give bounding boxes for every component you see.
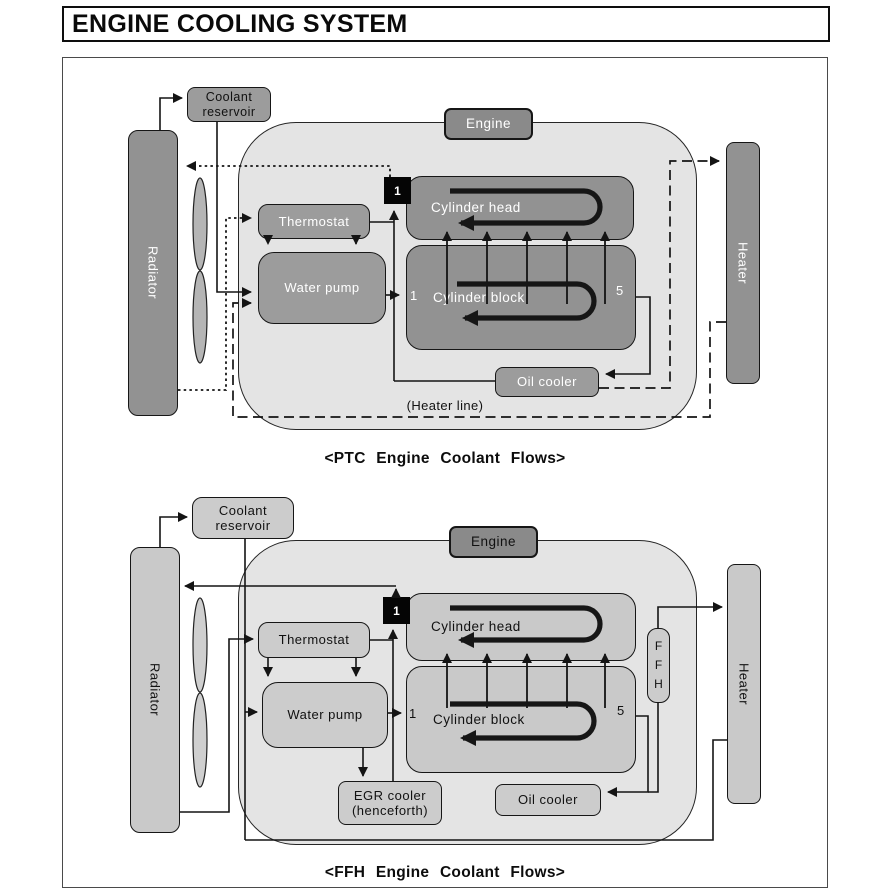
ptc-water-pump: Water pump <box>258 252 386 324</box>
ffh-port-marker: 1 <box>383 597 410 624</box>
ptc-engine-label <box>444 108 533 140</box>
ptc-oil-cooler: Oil cooler <box>495 367 599 397</box>
ptc-thermostat: Thermostat <box>258 204 370 239</box>
ptc-caption: <PTC Engine Coolant Flows> <box>324 450 566 467</box>
ffh-cylinder-head: Cylinder head <box>406 593 636 661</box>
ptc-heater-line-label: (Heater line) <box>406 398 484 413</box>
ptc-radiator: Radiator <box>128 130 178 416</box>
ffh-water-pump: Water pump <box>262 682 388 748</box>
ffh-coolant-reservoir <box>192 497 294 539</box>
ffh-engine-text: Engine <box>470 534 517 550</box>
page-title-text: ENGINE COOLING SYSTEM <box>72 9 408 38</box>
ffh-egr-text: EGR cooler (henceforth) <box>351 787 429 818</box>
ffh-radiator: Radiator <box>130 547 180 833</box>
ptc-cylinder-number-1: 1 <box>410 288 418 303</box>
ptc-engine-text: Engine <box>465 116 512 132</box>
ffh-heater: Heater <box>727 564 761 804</box>
ptc-port-marker: 1 <box>384 177 411 204</box>
page-title <box>62 6 830 42</box>
ffh-oil-cooler: Oil cooler <box>495 784 601 816</box>
ptc-reservoir-text: Coolant reservoir <box>202 89 256 119</box>
ptc-cylinder-head: Cylinder head <box>406 176 634 240</box>
ffh-thermostat: Thermostat <box>258 622 370 658</box>
ffh-cylinder-number-1: 1 <box>409 706 417 721</box>
ffh-unit-box: F F H <box>647 628 670 703</box>
ptc-heater: Heater <box>726 142 760 384</box>
ptc-cylinder-number-5: 5 <box>616 283 624 298</box>
ffh-reservoir-text: Coolant reservoir <box>215 502 271 533</box>
ffh-engine-label <box>449 526 538 558</box>
ffh-caption: <FFH Engine Coolant Flows> <box>324 864 566 881</box>
ptc-coolant-reservoir <box>187 87 271 122</box>
ffh-cylinder-number-5: 5 <box>617 703 625 718</box>
ffh-egr-cooler <box>338 781 442 825</box>
ffh-cylinder-block: Cylinder block <box>406 666 636 773</box>
ptc-cylinder-block: Cylinder block <box>406 245 636 350</box>
